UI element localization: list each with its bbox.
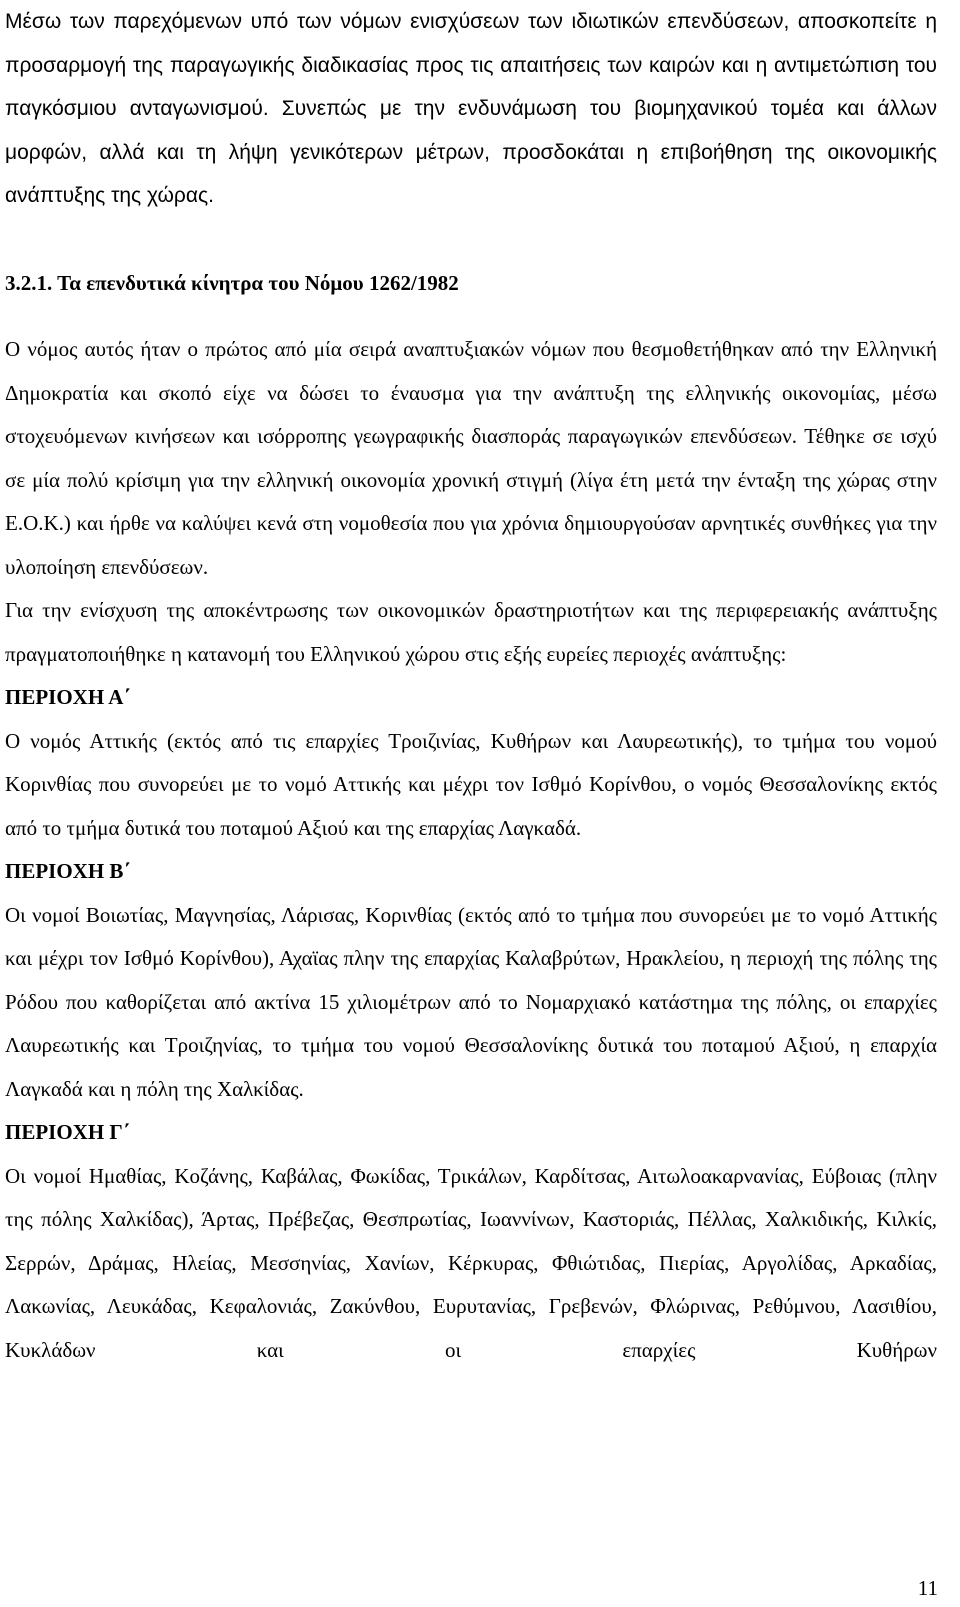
page-number: 11 <box>917 1576 938 1600</box>
paragraph-regions-intro: Για την ενίσχυση της αποκέντρωσης των οικονομικών δραστηριοτήτων και της περιφερειακής ανάπτυξης πραγματοποιήθηκε η κατανομή του Ελληνικού χώρου στις εξής ευρείες περιοχές ανάπτυξης: <box>5 598 937 666</box>
spacer <box>5 218 937 262</box>
paragraph-law-description: Ο νόμος αυτός ήταν ο πρώτος από μία σειρά αναπτυξιακών νόμων που θεσμοθετήθηκαν από την Ελληνική Δημοκρατία και σκοπό είχε να δώσει το έναυσμα για την ανάπτυξη της ελληνικής οικονομίας, μέσω στοχευόμενων κινήσεων και ισόρροπης γεωγραφικής διασποράς παραγωγικών επενδύσεων. Τέθηκε σε ισχύ σε μία πολύ κρίσιμη για την ελληνική οικονομία χρονική στιγμή (λίγα έτη μετά την ένταξη της χώρας στην Ε.Ο.Κ.) και ήρθε να καλύψει κενά στη νομοθεσία που για χρόνια δημιουργούσαν αρνητικές συνθήκες για την υλοποίηση επενδύσεων. <box>5 337 937 579</box>
region-a-heading: ΠΕΡΙΟΧΗ Α΄ <box>5 685 131 709</box>
spacer <box>5 305 937 328</box>
region-c-text: Οι νομοί Ημαθίας, Κοζάνης, Καβάλας, Φωκίδας, Τρικάλων, Καρδίτσας, Αιτωλοακαρνανίας, Εύβοιας (πλην της πόλης Χαλκίδας), Άρτας, Πρέβεζας, Θεσπρωτίας, Ιωαννίνων, Καστοριάς, Πέλλας, Χαλκιδικής, Κιλκίς, Σερρών, Δράμας, Ηλείας, Μεσσηνίας, Χανίων, Κέρκυρας, Φθιώτιδας, Πιερίας, Αργολίδας, Αρκαδίας, Λακωνίας, Λευκάδας, Κεφαλονιάς, Ζακύνθου, Ευρυτανίας, Γρεβενών, Φλώρινας, Ρεθύμνου, Λασιθίου, Κυκλάδων και οι επαρχίες Κυθήρων <box>5 1163 937 1362</box>
region-c-heading: ΠΕΡΙΟΧΗ Γ΄ <box>5 1120 130 1144</box>
region-a-text: Ο νομός Αττικής (εκτός από τις επαρχίες Τροιζινίας, Κυθήρων και Λαυρεωτικής), το τμήμα του νομού Κορινθίας που συνορεύει με το νομό Αττικής και μέχρι τον Ισθμό Κορίνθου, ο νομός Θεσσαλονίκης εκτός από το τμήμα δυτικά του ποταμού Αξιού και της επαρχίας Λαγκαδά. <box>5 728 937 840</box>
document-page <box>5 0 937 1372</box>
region-b-text: Οι νομοί Βοιωτίας, Μαγνησίας, Λάρισας, Κορινθίας (εκτός από το τμήμα που συνορεύει με το νομό Αττικής και μέχρι τον Ισθμό Κορίνθου), Αχαϊας πλην της επαρχίας Καλαβρύτων, Ηρακλείου, η περιοχή της πόλης της Ρόδου που καθορίζεται από ακτίνα 15 χιλιομέτρων από το Νομαρχιακό κατάστημα της πόλης, οι επαρχίες Λαυρεωτικής και Τροιζηνίας, το τμήμα του νομού Θεσσαλονίκης δυτικά του ποταμού Αξιού, η επαρχία Λαγκαδά και η πόλη της Χαλκίδας. <box>5 902 937 1101</box>
section-heading: 3.2.1. Τα επενδυτικά κίνητρα του Νόμου 1262/1982 <box>5 270 459 295</box>
intro-paragraph: Μέσω των παρεχόμενων υπό των νόμων ενισχύσεων των ιδιωτικών επενδύσεων, αποσκοπείτε η προσαρμογή της παραγωγικής διαδικασίας προς τις απαιτήσεις των καιρών και η αντιμετώπιση του παγκόσμιου ανταγωνισμού. Συνεπώς με την ενδυνάμωση του βιομηχανικού τομέα και άλλων μορφών, αλλά και τη λήψη γενικότερων μέτρων, προσδοκάται η επιβοήθηση της οικονομικής ανάπτυξης της χώρας. <box>5 10 937 207</box>
region-b-heading: ΠΕΡΙΟΧΗ Β΄ <box>5 859 131 883</box>
